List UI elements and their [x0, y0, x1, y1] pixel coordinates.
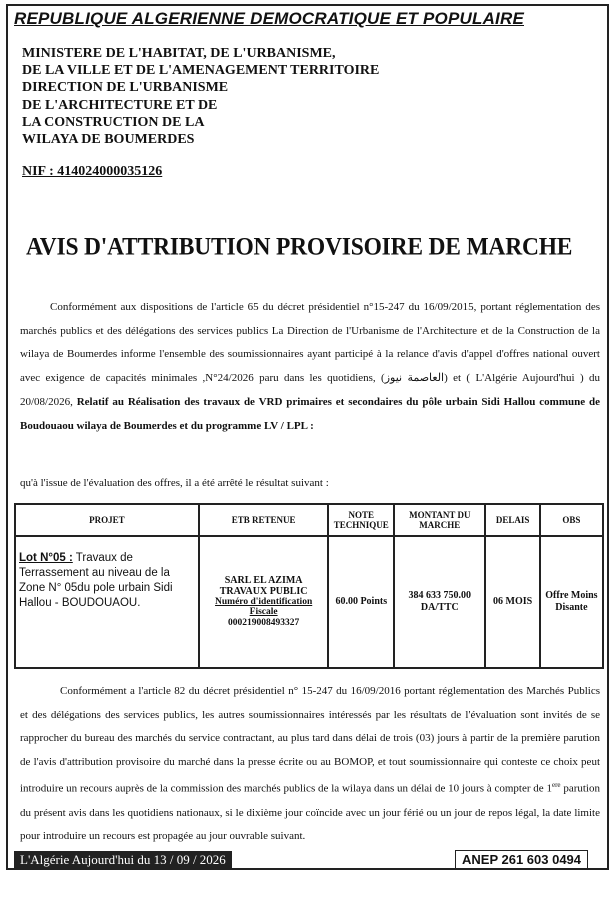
- notice-title: AVIS D'ATTRIBUTION PROVISOIRE DE MARCHE: [26, 232, 573, 261]
- table-header-row: [15, 504, 603, 536]
- etb-nid-number: 000219008493327: [228, 618, 300, 628]
- nif-number: NIF : 414024000035126: [22, 164, 163, 179]
- closing-text-a: Conformément a l'article 82 du décret présidentiel n° 15-247 du 16/09/2016 portant réglementation des Marchés Publics et des délégations des services publics, les autres soumissionnaires intéressés par les résultats de l'évaluation sont invités de se rapprocher du bureau des marchés du service contractant, au plus tard dans délai de trois (03) jours à partir de la première parution de l'avis d'attribution provisoire du marché dans la presse écrite ou au BOMOP, et tout soumissionnaire qui conteste ce choix peut introduire un recours auprès de la commission des marchés publics de la wilaya dans un délai de 10 jours à compter de 1: [20, 685, 600, 796]
- ministry-line: DIRECTION DE L'URBANISME: [22, 80, 229, 96]
- ministry-line: MINISTERE DE L'HABITAT, DE L'URBANISME,: [22, 46, 336, 61]
- anep-reference: ANEP 261 603 0494: [455, 850, 588, 869]
- republic-heading: REPUBLIQUE ALGERIENNE DEMOCRATIQUE ET POPULAIRE: [14, 9, 524, 28]
- projet-text: Travaux de Terrassement au niveau de la Zone N° 05du pole urbain Sidi Hallou - BOUDOUAOU.: [19, 552, 173, 609]
- ministry-line: DE LA VILLE ET DE L'AMENAGEMENT TERRITOIRE: [22, 63, 380, 79]
- header-montant: MONTANT DU MARCHE: [394, 504, 485, 536]
- cell-delais: 06 MOIS: [485, 536, 539, 668]
- ministry-line: DE L'ARCHITECTURE ET DE: [22, 97, 218, 113]
- publication-footer: L'Algérie Aujourd'hui du 13 / 09 / 2026: [14, 851, 232, 870]
- cell-obs: Offre Moins Disante: [540, 536, 603, 668]
- cell-etb: [199, 536, 329, 668]
- cell-note: 60.00 Points: [328, 536, 394, 668]
- ministry-block: [22, 45, 462, 148]
- header-etb: ETB RETENUE: [199, 504, 329, 536]
- ministry-line: LA CONSTRUCTION DE LA: [22, 114, 205, 130]
- closing-text-b: parution du présent avis dans les quotidiens nationaux, si le dixième jour coïncide avec un jour férié ou un jour de repos légal, la date limite pour introduire un recours est propagée au jour ouvrable suivant.: [20, 783, 600, 843]
- ministry-line: WILAYA DE BOUMERDES: [22, 132, 195, 148]
- intro-subject: Relatif au Réalisation des travaux de VRD primaires et secondaires du pôle urbain Sidi Hallou commune de Boudouaou wilaya de Boumerdes et du programme LV / LPL :: [20, 395, 600, 432]
- closing-sup: ere: [551, 781, 561, 790]
- intro-paragraph: [20, 296, 600, 438]
- header-projet: PROJET: [15, 504, 199, 536]
- header-note: NOTE TECHNIQUE: [328, 504, 394, 536]
- cell-projet: [15, 536, 199, 668]
- cell-montant: 384 633 750.00 DA/TTC: [394, 536, 485, 668]
- result-line: qu'à l'issue de l'évaluation des offres, il a été arrêté le résultat suivant :: [20, 477, 329, 489]
- closing-paragraph: [20, 680, 600, 849]
- award-table: [14, 503, 604, 669]
- etb-name: SARL EL AZIMA TRAVAUX PUBLIC: [219, 575, 308, 597]
- table-row: [15, 536, 603, 668]
- header-obs: OBS: [540, 504, 603, 536]
- lot-label: Lot N°05 :: [19, 552, 73, 564]
- etb-nid-label: Numéro d'identification Fiscale: [215, 597, 313, 617]
- header-delais: DELAIS: [485, 504, 539, 536]
- intro-text: Conformément aux dispositions de l'article 65 du décret présidentiel n°15-247 du 16/09/2015, portant réglementation des marchés publics et des délégations des services publics La Direction de l'Urbanisme de l'Architecture et de la Construction de la wilaya de Boumerdes informe l'ensemble des soumissionnaires ayant participé à la relance d'avis d'appel d'offres national ouvert avec exigence de capacités minimales ,N°24/2026 paru dans les quotidiens, (العاصمة نيوز) et ( L'Algérie Aujourd'hui ) du 20/08/2026,: [20, 301, 600, 408]
